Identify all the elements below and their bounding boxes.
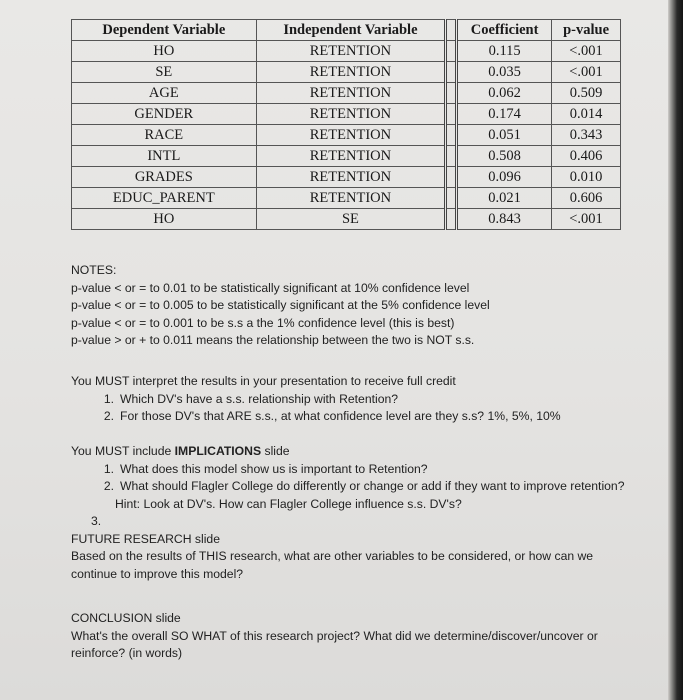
cell-p-value: <.001 (552, 209, 621, 230)
cell-coefficient: 0.096 (457, 167, 552, 188)
cell-independent-variable: RETENTION (256, 62, 446, 83)
conclusion-body: What's the overall SO WHAT of this research project? What did we determine/discover/uncover or reinforce? (in words) (71, 628, 598, 660)
column-divider (446, 167, 457, 188)
implications-section (71, 443, 661, 583)
header-coefficient: Coefficient (457, 20, 552, 41)
table-row (72, 62, 621, 83)
cell-dependent-variable: RACE (72, 125, 257, 146)
cell-dependent-variable: HO (72, 41, 257, 62)
cell-p-value: 0.014 (552, 104, 621, 125)
cell-p-value: 0.010 (552, 167, 621, 188)
cell-independent-variable: RETENTION (256, 146, 446, 167)
cell-independent-variable: RETENTION (256, 83, 446, 104)
cell-dependent-variable: INTL (72, 146, 257, 167)
cell-coefficient: 0.174 (457, 104, 552, 125)
list-item: 2. What should Flagler College do differently or change or add if they want to improve retention? (103, 479, 625, 493)
background-edge (668, 0, 683, 700)
list-item: 1. Which DV's have a s.s. relationship with Retention? (103, 391, 399, 406)
table-row (72, 125, 621, 146)
column-divider (446, 104, 457, 125)
cell-coefficient: 0.035 (457, 62, 552, 83)
column-divider (446, 41, 457, 62)
cell-dependent-variable: HO (72, 209, 257, 230)
cell-p-value: 0.406 (552, 146, 621, 167)
conclusion-heading: CONCLUSION slide (71, 611, 181, 625)
cell-dependent-variable: EDUC_PARENT (72, 188, 257, 209)
table-row (72, 146, 621, 167)
notes-heading: NOTES: (71, 263, 117, 277)
cell-coefficient: 0.115 (457, 41, 552, 62)
cell-coefficient: 0.051 (457, 125, 552, 146)
implications-hint: Hint: Look at DV's. How can Flagler College influence s.s. DV's? (115, 496, 462, 511)
cell-dependent-variable: GRADES (72, 167, 257, 188)
table-row (72, 104, 621, 125)
list-item: 2. For those DV's that ARE s.s., at what confidence level are they s.s? 1%, 5%, 10% (103, 409, 561, 423)
cell-dependent-variable: AGE (72, 83, 257, 104)
table-header-row (72, 20, 621, 41)
interpret-section (71, 373, 661, 426)
future-research-body: Based on the results of THIS research, what are other variables to be considered, or how can we continue to improve this model? (71, 549, 594, 581)
interpret-intro: You MUST interpret the results in your presentation to receive full credit (71, 374, 456, 388)
note-line: p-value < or = to 0.005 to be statistically significant at the 5% confidence level (71, 298, 490, 312)
table-row (72, 188, 621, 209)
future-research-heading: FUTURE RESEARCH slide (71, 531, 220, 546)
conclusion-section (71, 610, 661, 663)
list-item: 1. What does this model show us is important to Retention? (103, 461, 428, 476)
table-row (72, 209, 621, 230)
table-body (72, 41, 621, 230)
note-line: p-value < or = to 0.001 to be s.s a the 1% confidence level (this is best) (71, 315, 455, 330)
table-row (72, 167, 621, 188)
column-divider (446, 146, 457, 167)
note-line: p-value > or + to 0.011 means the relationship between the two is NOT s.s. (71, 333, 475, 347)
note-line: p-value < or = to 0.01 to be statistically significant at 10% confidence level (71, 280, 470, 295)
header-p-value: p-value (552, 20, 621, 41)
cell-independent-variable: RETENTION (256, 41, 446, 62)
notes-section (71, 262, 661, 350)
column-divider (446, 62, 457, 83)
cell-independent-variable: RETENTION (256, 104, 446, 125)
cell-p-value: <.001 (552, 62, 621, 83)
list-item-number: 3. (91, 514, 102, 528)
cell-independent-variable: RETENTION (256, 125, 446, 146)
column-divider (446, 125, 457, 146)
cell-independent-variable: RETENTION (256, 167, 446, 188)
header-dependent-variable: Dependent Variable (72, 20, 257, 41)
cell-dependent-variable: SE (72, 62, 257, 83)
cell-p-value: <.001 (552, 41, 621, 62)
table-row (72, 41, 621, 62)
column-divider (446, 188, 457, 209)
cell-coefficient: 0.021 (457, 188, 552, 209)
cell-coefficient: 0.508 (457, 146, 552, 167)
cell-p-value: 0.343 (552, 125, 621, 146)
cell-coefficient: 0.062 (457, 83, 552, 104)
results-table (71, 19, 621, 230)
cell-independent-variable: RETENTION (256, 188, 446, 209)
column-divider (446, 83, 457, 104)
table-row (72, 83, 621, 104)
header-independent-variable: Independent Variable (256, 20, 446, 41)
cell-independent-variable: SE (256, 209, 446, 230)
cell-coefficient: 0.843 (457, 209, 552, 230)
column-divider (446, 209, 457, 230)
cell-dependent-variable: GENDER (72, 104, 257, 125)
cell-p-value: 0.509 (552, 83, 621, 104)
implications-intro: You MUST include IMPLICATIONS slide (71, 444, 290, 458)
cell-p-value: 0.606 (552, 188, 621, 209)
column-divider (446, 20, 457, 41)
